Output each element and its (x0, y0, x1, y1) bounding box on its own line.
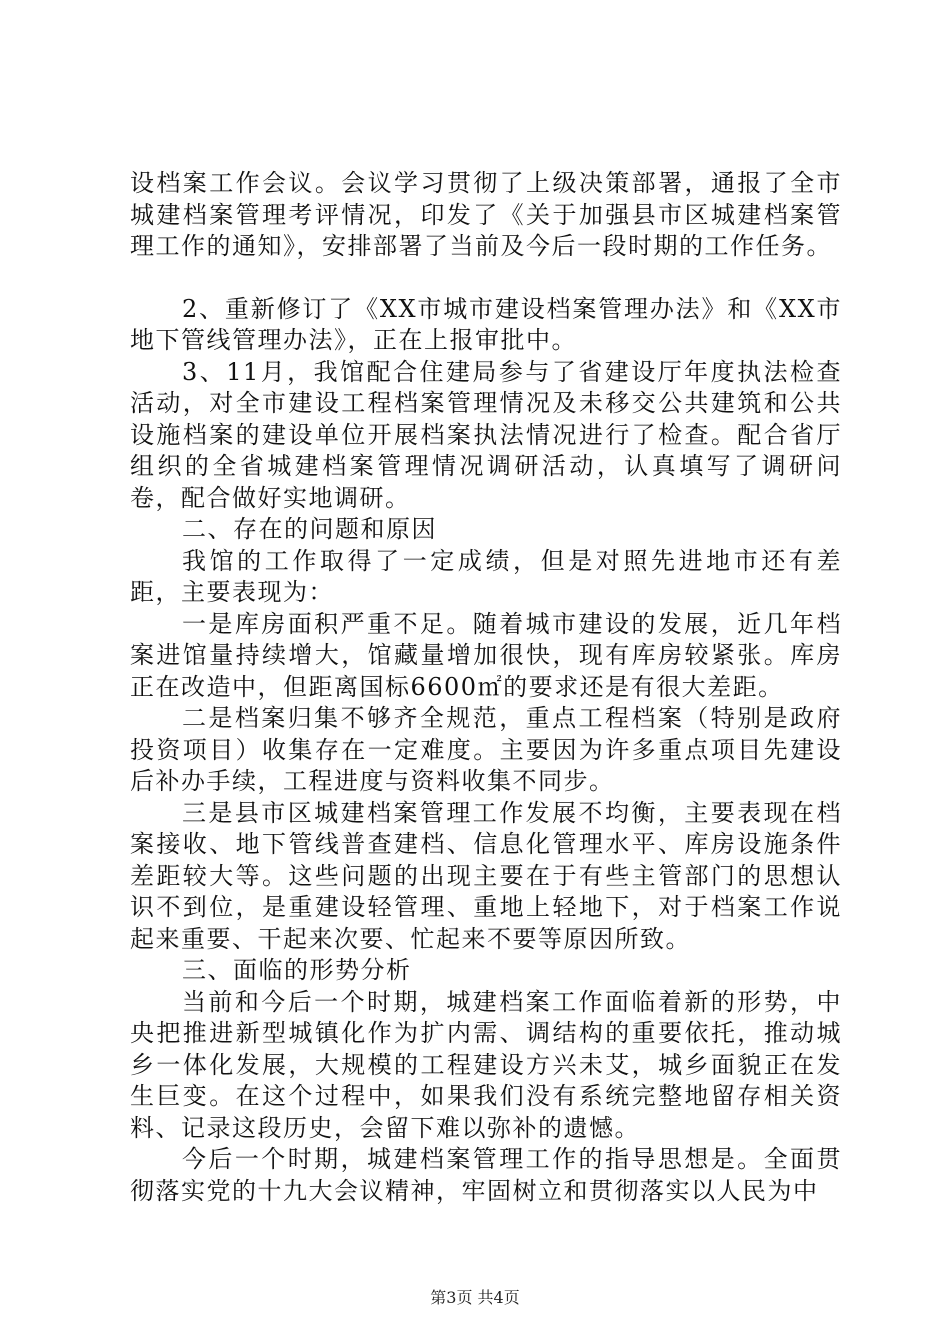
section-heading-situation: 三、面临的形势分析 (182, 956, 412, 984)
page-number-footer: 第3页 共4页 (430, 1288, 520, 1307)
paragraph-problems-intro: 我馆的工作取得了一定成绩，但是对照先进地市还有差距，主要表现为： (130, 546, 842, 606)
document-body (130, 168, 842, 1207)
paragraph-problem-3: 三是县市区城建档案管理工作发展不均衡，主要表现在档案接收、地下管线普查建档、信息化管理水平、库房设施条件差距较大等。这些问题的出现主要在于有些主管部门的思想认识不到位，是重建设轻管理、重地上轻地下，对于档案工作说起来重要、干起来次要、忙起来不要等原因所致。 (130, 798, 842, 953)
paragraph-item-3: 3、11月，我馆配合住建局参与了省建设厅年度执法检查活动，对全市建设工程档案管理情况及未移交公共建筑和公共设施档案的建设单位开展档案执法情况进行了检查。配合省厅组织的全省城建档案管理情况调研活动，认真填写了调研问卷，配合做好实地调研。 (130, 357, 842, 512)
paragraph-meeting-summary: 设档案工作会议。会议学习贯彻了上级决策部署，通报了全市城建档案管理考评情况，印发了《关于加强县市区城建档案管理工作的通知》，安排部署了当前及今后一段时期的工作任务。 (130, 169, 842, 260)
paragraph-problem-2: 二是档案归集不够齐全规范，重点工程档案（特别是政府投资项目）收集存在一定难度。主要因为许多重点项目先建设后补办手续，工程进度与资料收集不同步。 (130, 704, 842, 795)
paragraph-guiding-thought: 今后一个时期，城建档案管理工作的指导思想是。全面贯彻落实党的十九大会议精神，牢固树立和贯彻落实以人民为中 (130, 1145, 842, 1205)
paragraph-situation: 当前和今后一个时期，城建档案工作面临着新的形势，中央把推进新型城镇化作为扩内需、调结构的重要依托，推动城乡一体化发展，大规模的工程建设方兴未艾，城乡面貌正在发生巨变。在这个过程中，如果我们没有系统完整地留存相关资料、记录这段历史，会留下难以弥补的遗憾。 (130, 987, 842, 1142)
section-heading-problems: 二、存在的问题和原因 (182, 515, 437, 543)
paragraph-item-2: 2、重新修订了《XX市城市建设档案管理办法》和《XX市地下管线管理办法》，正在上报审批中。 (130, 294, 842, 354)
paragraph-gap (130, 263, 842, 294)
paragraph-problem-1: 一是库房面积严重不足。随着城市建设的发展，近几年档案进馆量持续增大，馆藏量增加很快，现有库房较紧张。库房正在改造中，但距离国标6600㎡的要求还是有很大差距。 (130, 609, 842, 701)
